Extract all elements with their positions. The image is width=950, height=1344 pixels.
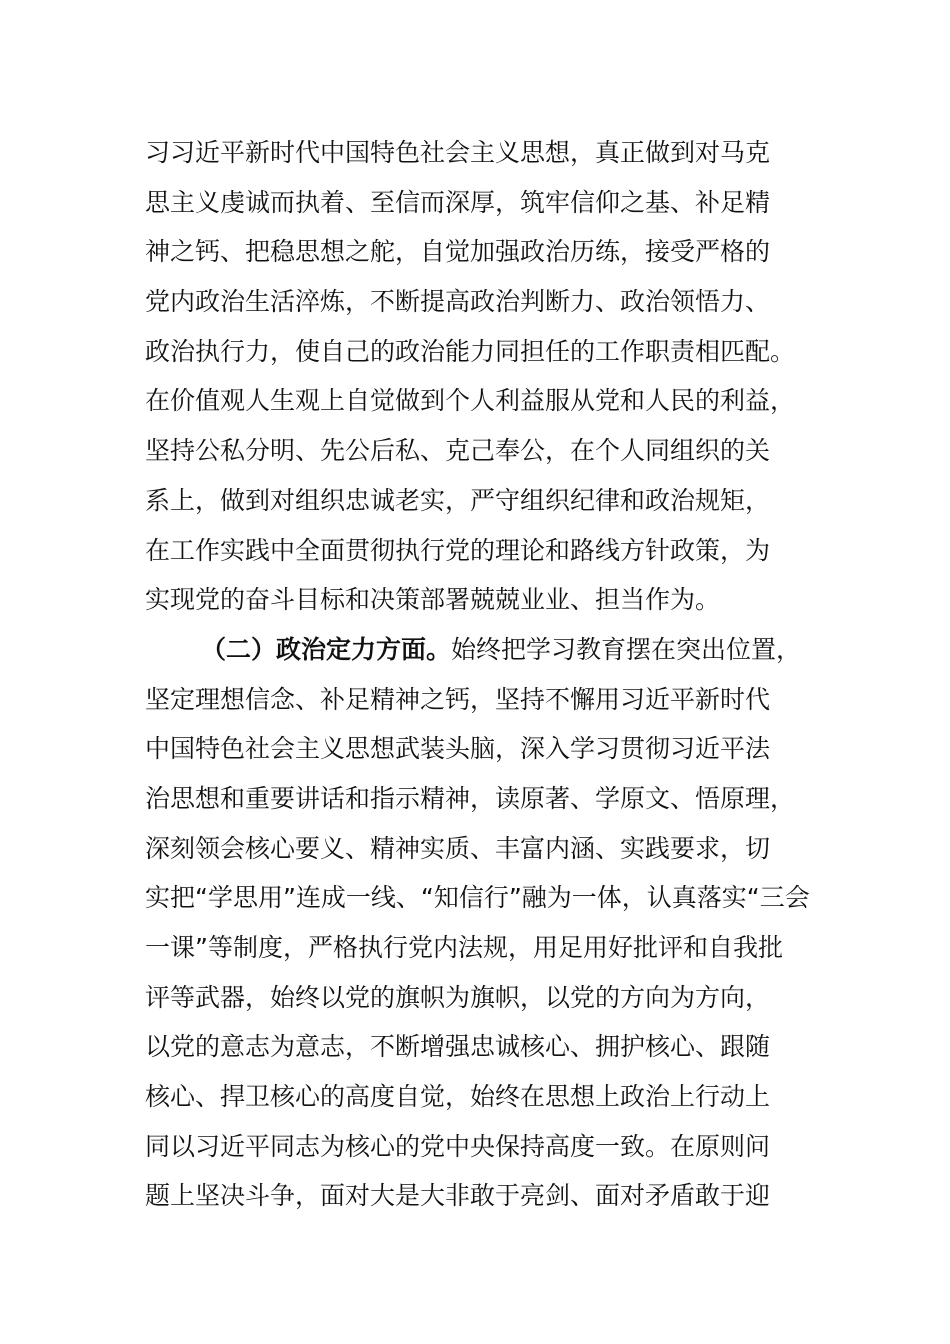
text-line: 在价值观人生观上自觉做到个人利益服从党和人民的利益， — [145, 386, 796, 416]
body-text — [145, 128, 825, 1221]
text-line: 治思想和重要讲话和指示精神，读原著、学原文、悟原理， — [145, 783, 796, 813]
text-line: 习习近平新时代中国特色社会主义思想，真正做到对马克 — [145, 138, 771, 167]
text-line: 深刻领会核心要义、精神实质、丰富内涵、实践要求，切 — [145, 833, 771, 863]
text-line: 政治执行力，使自己的政治能力同担任的工作职责相匹配。 — [145, 336, 796, 366]
text-line: 在工作实践中全面贯彻执行党的理论和路线方针政策，为 — [145, 535, 771, 565]
text-line: 系上，做到对组织忠诚老实，严守组织纪律和政治规矩， — [145, 485, 771, 515]
text-line: 一课”等制度，严格执行党内法规，用足用好批评和自我批 — [145, 933, 783, 962]
text-line: 神之钙、把稳思想之舵，自觉加强政治历练，接受严格的 — [145, 237, 771, 267]
section-first-line — [145, 625, 825, 675]
text-line: 评等武器，始终以党的旗帜为旗帜，以党的方向为方向， — [145, 982, 771, 1012]
text-line: 以党的意志为意志，不断增强忠诚核心、拥护核心、跟随 — [145, 1032, 771, 1062]
text-line: 思主义虔诚而执着、至信而深厚，筑牢信仰之基、补足精 — [145, 187, 771, 217]
section-first-line-text: 始终把学习教育摆在突出位置， — [451, 634, 802, 664]
text-line: 题上坚决斗争，面对大是大非敢于亮剑、面对矛盾敢于迎 — [145, 1181, 771, 1211]
text-line: 中国特色社会主义思想武装头脑，深入学习贯彻习近平法 — [145, 734, 771, 764]
text-line: 坚持公私分明、先公后私、克己奉公，在个人同组织的关 — [145, 436, 771, 466]
text-line: 党内政治生活淬炼，不断提高政治判断力、政治领悟力、 — [145, 287, 771, 317]
text-line: 同以习近平同志为核心的党中央保持高度一致。在原则问 — [145, 1131, 771, 1161]
section-heading: （二）政治定力方面。 — [201, 634, 452, 664]
text-line: 实现党的奋斗目标和决策部署兢兢业业、担当作为。 — [145, 585, 721, 615]
text-line: 实把“学思用”连成一线、“知信行”融为一体，认真落实“三会 — [145, 883, 810, 913]
text-line: 坚定理想信念、补足精神之钙，坚持不懈用习近平新时代 — [145, 684, 771, 714]
text-line: 核心、捍卫核心的高度自觉，始终在思想上政治上行动上 — [145, 1082, 771, 1112]
